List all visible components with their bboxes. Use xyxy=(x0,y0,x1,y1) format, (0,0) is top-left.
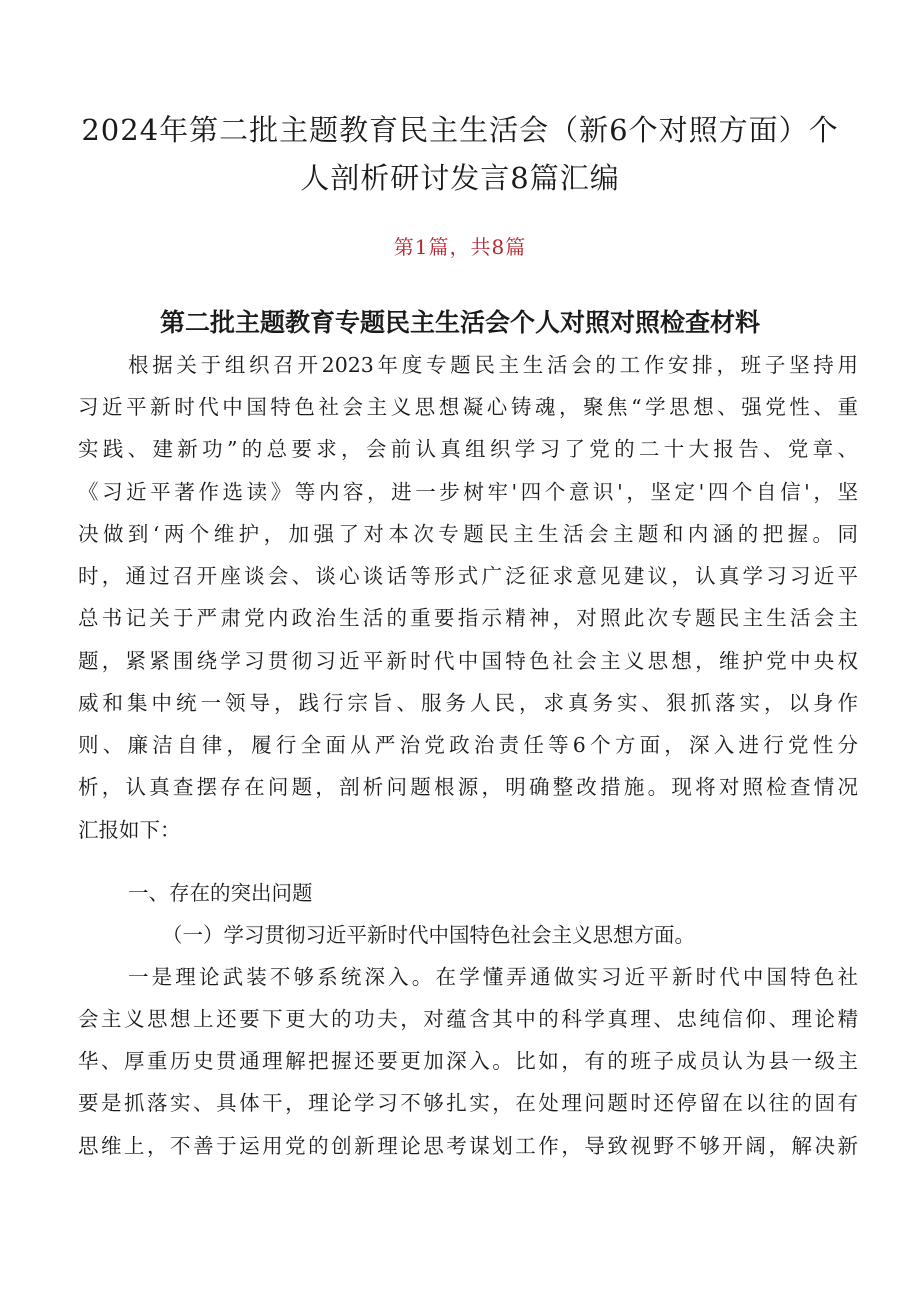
section-line: 要是抓落实、具体干，理论学习不够扎实，在处理问题时还停留在以往的固有 xyxy=(78,1091,858,1115)
intro-line: 《习近平著作选读》等内容，进一步树牢'四个意识'，坚定'四个自信'，坚 xyxy=(78,480,858,504)
document-title-line-2: 人剖析研讨发言8篇汇编 xyxy=(300,161,620,195)
intro-line: 决做到‘两个维护，加强了对本次专题民主生活会主题和内涵的把握。同 xyxy=(78,522,858,546)
subsection-heading: （一）学习贯彻习近平新时代中国特色社会主义思想方面。 xyxy=(162,923,695,947)
intro-line: 威和集中统一领导，践行宗旨、服务人民，求真务实、狠抓落实，以身作 xyxy=(78,691,858,715)
section-line: 一是理论武装不够系统深入。在学懂弄通做实习近平新时代中国特色社 xyxy=(128,965,858,989)
intro-line: 习近平新时代中国特色社会主义思想凝心铸魂，聚焦“学思想、强党性、重 xyxy=(78,395,858,419)
part-label: 第1篇，共8篇 xyxy=(393,235,527,259)
intro-line: 汇报如下： xyxy=(78,818,181,842)
intro-line: 总书记关于严肃党内政治生活的重要指示精神，对照此次专题民主生活会主 xyxy=(78,606,858,630)
section-line: 思维上，不善于运用党的创新理论思考谋划工作，导致视野不够开阔，解决新 xyxy=(78,1134,858,1158)
part-title: 第二批主题教育专题民主生活会个人对照对照检查材料 xyxy=(159,308,760,337)
intro-line: 实践、建新功”的总要求，会前认真组织学习了党的二十大报告、党章、 xyxy=(78,437,858,461)
intro-line: 根据关于组织召开2023年度专题民主生活会的工作安排，班子坚持用 xyxy=(128,353,858,377)
section-line: 华、厚重历史贯通理解把握还要更加深入。比如，有的班子成员认为县一级主 xyxy=(78,1049,858,1073)
intro-line: 题，紧紧围绕学习贯彻习近平新时代中国特色社会主义思想，维护党中央权 xyxy=(78,649,858,673)
intro-line: 时，通过召开座谈会、谈心谈话等形式广泛征求意见建议，认真学习习近平 xyxy=(78,564,858,588)
document-title-line-1: 2024年第二批主题教育民主生活会（新6个对照方面）个 xyxy=(81,113,839,147)
section-heading: 一、存在的突出问题 xyxy=(128,881,313,905)
intro-line: 则、廉洁自律，履行全面从严治党政治责任等6个方面，深入进行党性分 xyxy=(78,733,858,757)
intro-line: 析，认真查摆存在问题，剖析问题根源，明确整改措施。现将对照检查情况 xyxy=(78,775,858,799)
section-line: 会主义思想上还要下更大的功夫，对蕴含其中的科学真理、忠纯信仰、理论精 xyxy=(78,1007,858,1031)
